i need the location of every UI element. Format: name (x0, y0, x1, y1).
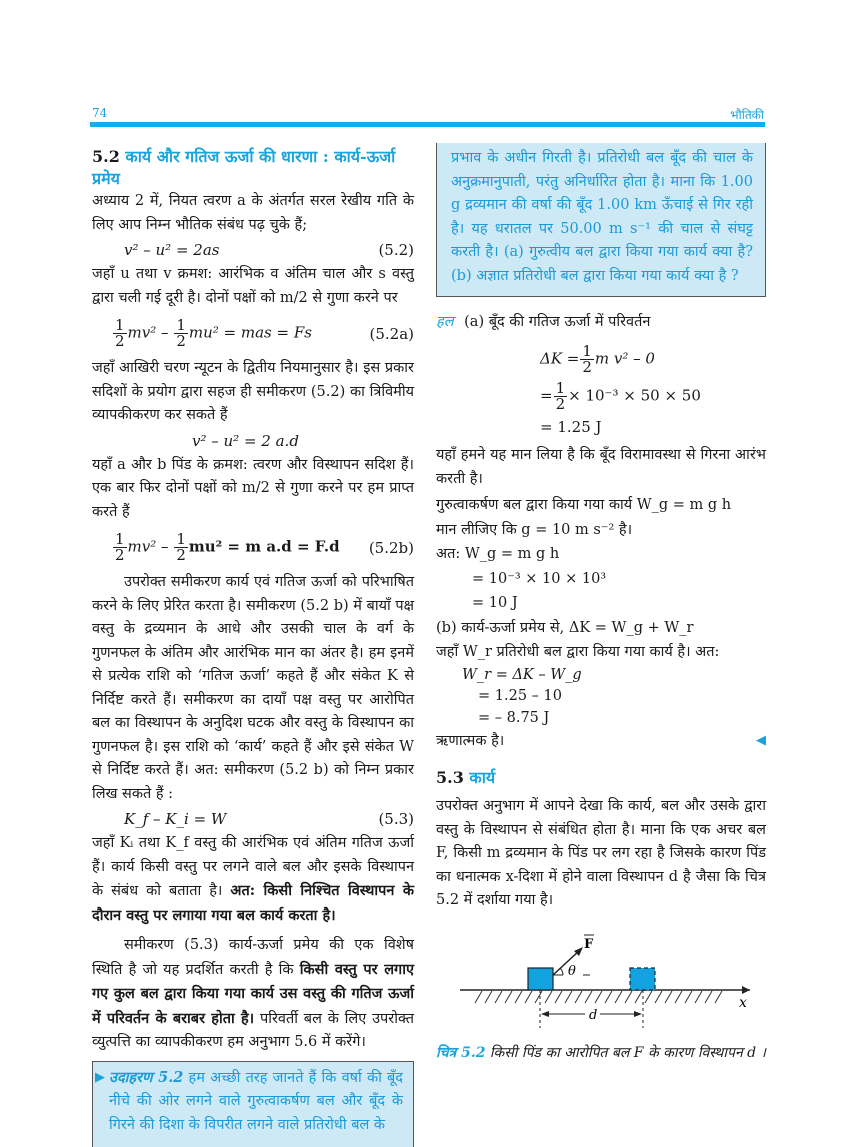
paragraph (92, 832, 414, 928)
fraction: $\frac{1}{2}$ (580, 344, 594, 375)
angle-label: θ (568, 964, 576, 979)
text: परिवर्ती बल के लिए उपरोक्त व्युत्पत्ति का व्यापकीकरण हम अनुभाग 5.6 में करेंगे। (92, 1011, 414, 1051)
force-label: F (584, 937, 594, 952)
step-line: गुरुत्वाकर्षण बल द्वारा किया गया कार्य W_g = m g h (436, 493, 766, 518)
equation-number: (5.3) (378, 810, 414, 828)
paragraph: जहाँ आखिरी चरण न्यूटन के द्वितीय नियमानुसार है। इस प्रकार सदिशों के प्रयोग द्वारा सहज ही समीकरण (5.2) का त्रिविमीय व्यापकीकरण कर सकते हैं (92, 357, 414, 428)
step-line: (b) कार्य-ऊर्जा प्रमेय से, ΔK = W_g + W_r (436, 616, 766, 641)
header-rule (90, 122, 765, 127)
figure-5-2-diagram (455, 923, 765, 1033)
paragraph: अध्याय 2 में, नियत त्वरण a के अंतर्गत सरल रेखीय गति के लिए आप निम्न भौतिक संबंध पढ़ चुके हैं; (92, 190, 414, 237)
equation-result: = 1.25 J (540, 416, 766, 438)
step-line: = 10⁻³ × 10 × 10³ (472, 567, 766, 592)
fraction: $\frac{1}{2}$ (174, 532, 188, 563)
example-text: हम अच्छी तरह जानते हैं कि वर्षा की बूँद नीचे की ओर लगने वाले गुरुत्वाकर्षण बल और बूँद के गिरने की दिशा के विपरीत लगने वाले प्रतिरोधी बल के (109, 1070, 403, 1133)
caption-label: चित्र 5.2 (436, 1045, 485, 1061)
equation-text: mu² = mas = Fs (189, 324, 312, 342)
fraction: $\frac{1}{2}$ (113, 532, 127, 563)
book-title: भौतिकी (730, 106, 764, 123)
equation-delta-k (540, 344, 766, 375)
end-of-example-icon: ◀ (756, 729, 766, 754)
step-line: = 10 J (472, 591, 766, 616)
angle-arc (560, 968, 563, 975)
example-content (109, 1066, 403, 1138)
equation-text: K_f – K_i = W (124, 810, 226, 828)
step-line: मान लीजिए कि g = 10 m s⁻² है। (436, 518, 766, 543)
final-step-row (436, 729, 766, 754)
solution-intro (436, 311, 766, 334)
paragraph: जहाँ u तथा v क्रमश: आरंभिक व अंतिम चाल और s वस्तु द्वारा चली गई दूरी है। दोनों पक्षों को m/2 से गुणा करने पर (92, 263, 414, 310)
equation-text: v² – u² = 2 a.d (192, 432, 299, 450)
caption-text: किसी पिंड का आरोपित बल F के कारण विस्थापन d । (485, 1045, 765, 1061)
example-label: उदाहरण 5.2 (109, 1069, 183, 1086)
emphasis-text: किसी वस्तु पर लगाए गए कुल बल द्वारा किया गया कार्य उस वस्तु की गतिज ऊर्जा में परिवर्तन के बराबर होता है। (92, 961, 414, 1027)
step-line: W_r = ΔK – W_g (462, 665, 766, 686)
section-title: कार्य और गतिज ऊर्जा की धारणा : कार्य-ऊर्जा प्रमेय (92, 147, 395, 188)
page-number: 74 (92, 106, 107, 120)
equation-5-2 (92, 241, 414, 259)
block-initial (528, 968, 553, 990)
section-heading-5-2 (92, 146, 414, 190)
paragraph: उपरोक्त समीकरण कार्य एवं गतिज ऊर्जा को परिभाषित करने के लिए प्रेरित करता है। समीकरण (5.2 b) में बायाँ पक्ष वस्तु के द्रव्यमान के आधे और उसकी चाल के वर्ग के गुणनफल के अंतिम और आरंभिक मान का अंतर है। हम इनमें से प्रत्येक राशि को ‘गतिज ऊर्जा’ कहते हैं और संकेत K से निर्दिष्ट करते हैं। समीकरण का दायाँ पक्ष वस्तु पर आरोपित बल का विस्थापन के अनुदिश घटक और वस्तु के विस्थापन का गुणनफल है। इस राशि को ‘कार्य’ कहते हैं और इसे संकेत W से निर्दिष्ट करते हैं। अत: समीकरण (5.2 b) को निम्न प्रकार लिख सकते हैं : (92, 571, 414, 806)
fraction: $\frac{1}{2}$ (113, 318, 127, 349)
equation-5-2b (92, 532, 414, 563)
text: जहाँ Kᵢ तथा K_f वस्तु की आरंभिक एवं अंतिम गतिज ऊर्जा हैं। कार्य किसी वस्तु पर लगने वाले बल और इसके विस्थापन के संबंध को बताता है। (92, 835, 414, 899)
equation-number: (5.2b) (369, 539, 414, 557)
step-line: = – 8.75 J (478, 707, 766, 729)
equation-number: (5.2a) (369, 325, 414, 343)
paragraph: यहाँ a और b पिंड के क्रमश: त्वरण और विस्थापन सदिश हैं। एक बार फिर दोनों पक्षों को m/2 से गुणा करने पर हम प्राप्त करते हैं (92, 454, 414, 525)
paragraph (92, 934, 414, 1055)
equation-step (540, 381, 766, 412)
equation-text: mv² – (128, 538, 169, 556)
step-line: अत: W_g = m g h (436, 542, 766, 567)
text: (a) बूँद की गतिज ऊर्जा में परिवर्तन (464, 314, 650, 330)
equation-lhs (112, 532, 340, 563)
step-line: = 1.25 – 10 (478, 686, 766, 707)
paragraph: यहाँ हमने यह मान लिया है कि बूँद विरामावस्था से गिरना आरंभ करती है। (436, 444, 766, 491)
emphasis-text: अत: किसी निश्चित विस्थापन के दौरान वस्तु पर लगाया गया बल कार्य करता है। (92, 882, 414, 924)
solution-steps (436, 493, 766, 753)
text: समीकरण (5.3) कार्य-ऊर्जा प्रमेय की एक विशेष स्थिति है जो यह प्रदर्शित करती है कि (92, 937, 414, 978)
distance-label: d (589, 1008, 597, 1023)
equation-lhs (540, 344, 655, 375)
right-column (436, 143, 766, 1063)
figure-caption (436, 1043, 766, 1063)
equation-text: v² – u² = 2as (124, 241, 220, 259)
section-heading-5-3 (436, 767, 766, 789)
equation-text: mv² – (128, 324, 169, 342)
section-number: 5.3 (436, 768, 464, 787)
equation-text: m v² – 0 (595, 350, 655, 368)
equation-lhs (540, 381, 701, 412)
solution-label: हल (436, 314, 454, 330)
axis-arrowhead (742, 986, 750, 994)
equation-text: × 10⁻³ × 50 × 50 (568, 387, 701, 405)
equation-number: (5.2) (378, 241, 414, 259)
ground-hatching (475, 991, 722, 1003)
example-box (92, 1061, 414, 1147)
equation-lhs (112, 318, 312, 349)
equation-text: mu² = m a.d = F.d (189, 538, 340, 556)
equation-vector (92, 432, 414, 450)
left-column (92, 146, 414, 1147)
axis-label: x (739, 995, 747, 1011)
force-arrow (553, 950, 580, 975)
example-box-continued: प्रभाव के अधीन गिरती है। प्रतिरोधी बल बूँद की चाल के अनुक्रमानुपाती, परंतु अनिर्धारित होता है। माना कि 1.00 g द्रव्यमान की वर्षा की बूँद 1.00 km ऊँचाई से गिर रही है। यह धरातल पर 50.00 m s⁻¹ की चाल से संघट्ट करती है। (a) गुरुत्वीय बल द्वारा किया गया कार्य क्या है? (b) अज्ञात प्रतिरोधी बल द्वारा किया गया कार्य क्या है ? (436, 143, 766, 297)
equation-5-2a (92, 318, 414, 349)
step-line: ऋणात्मक है। (436, 729, 504, 754)
paragraph: उपरोक्त अनुभाग में आपने देखा कि कार्य, बल और उसके द्वारा वस्तु के विस्थापन से संबंधित होता है। माना कि एक अचर बल F, किसी m द्रव्यमान के पिंड पर लग रहा है जिसके कारण पिंड का धनात्मक x-दिशा में होने वाला विस्थापन d है जैसा कि चित्र 5.2 में दर्शाया गया है। (436, 795, 766, 913)
block-displaced (630, 968, 655, 990)
equation-5-3 (92, 810, 414, 828)
section-title: कार्य (469, 768, 495, 787)
fraction: $\frac{1}{2}$ (554, 381, 568, 412)
equation-text: = (540, 387, 553, 405)
step-line: जहाँ W_r प्रतिरोधी बल द्वारा किया गया कार्य है। अत: (436, 640, 766, 665)
equation-text: ΔK = (540, 350, 579, 368)
section-number: 5.2 (92, 147, 120, 166)
fraction: $\frac{1}{2}$ (174, 318, 188, 349)
triangle-marker-icon: ▶ (95, 1066, 105, 1138)
